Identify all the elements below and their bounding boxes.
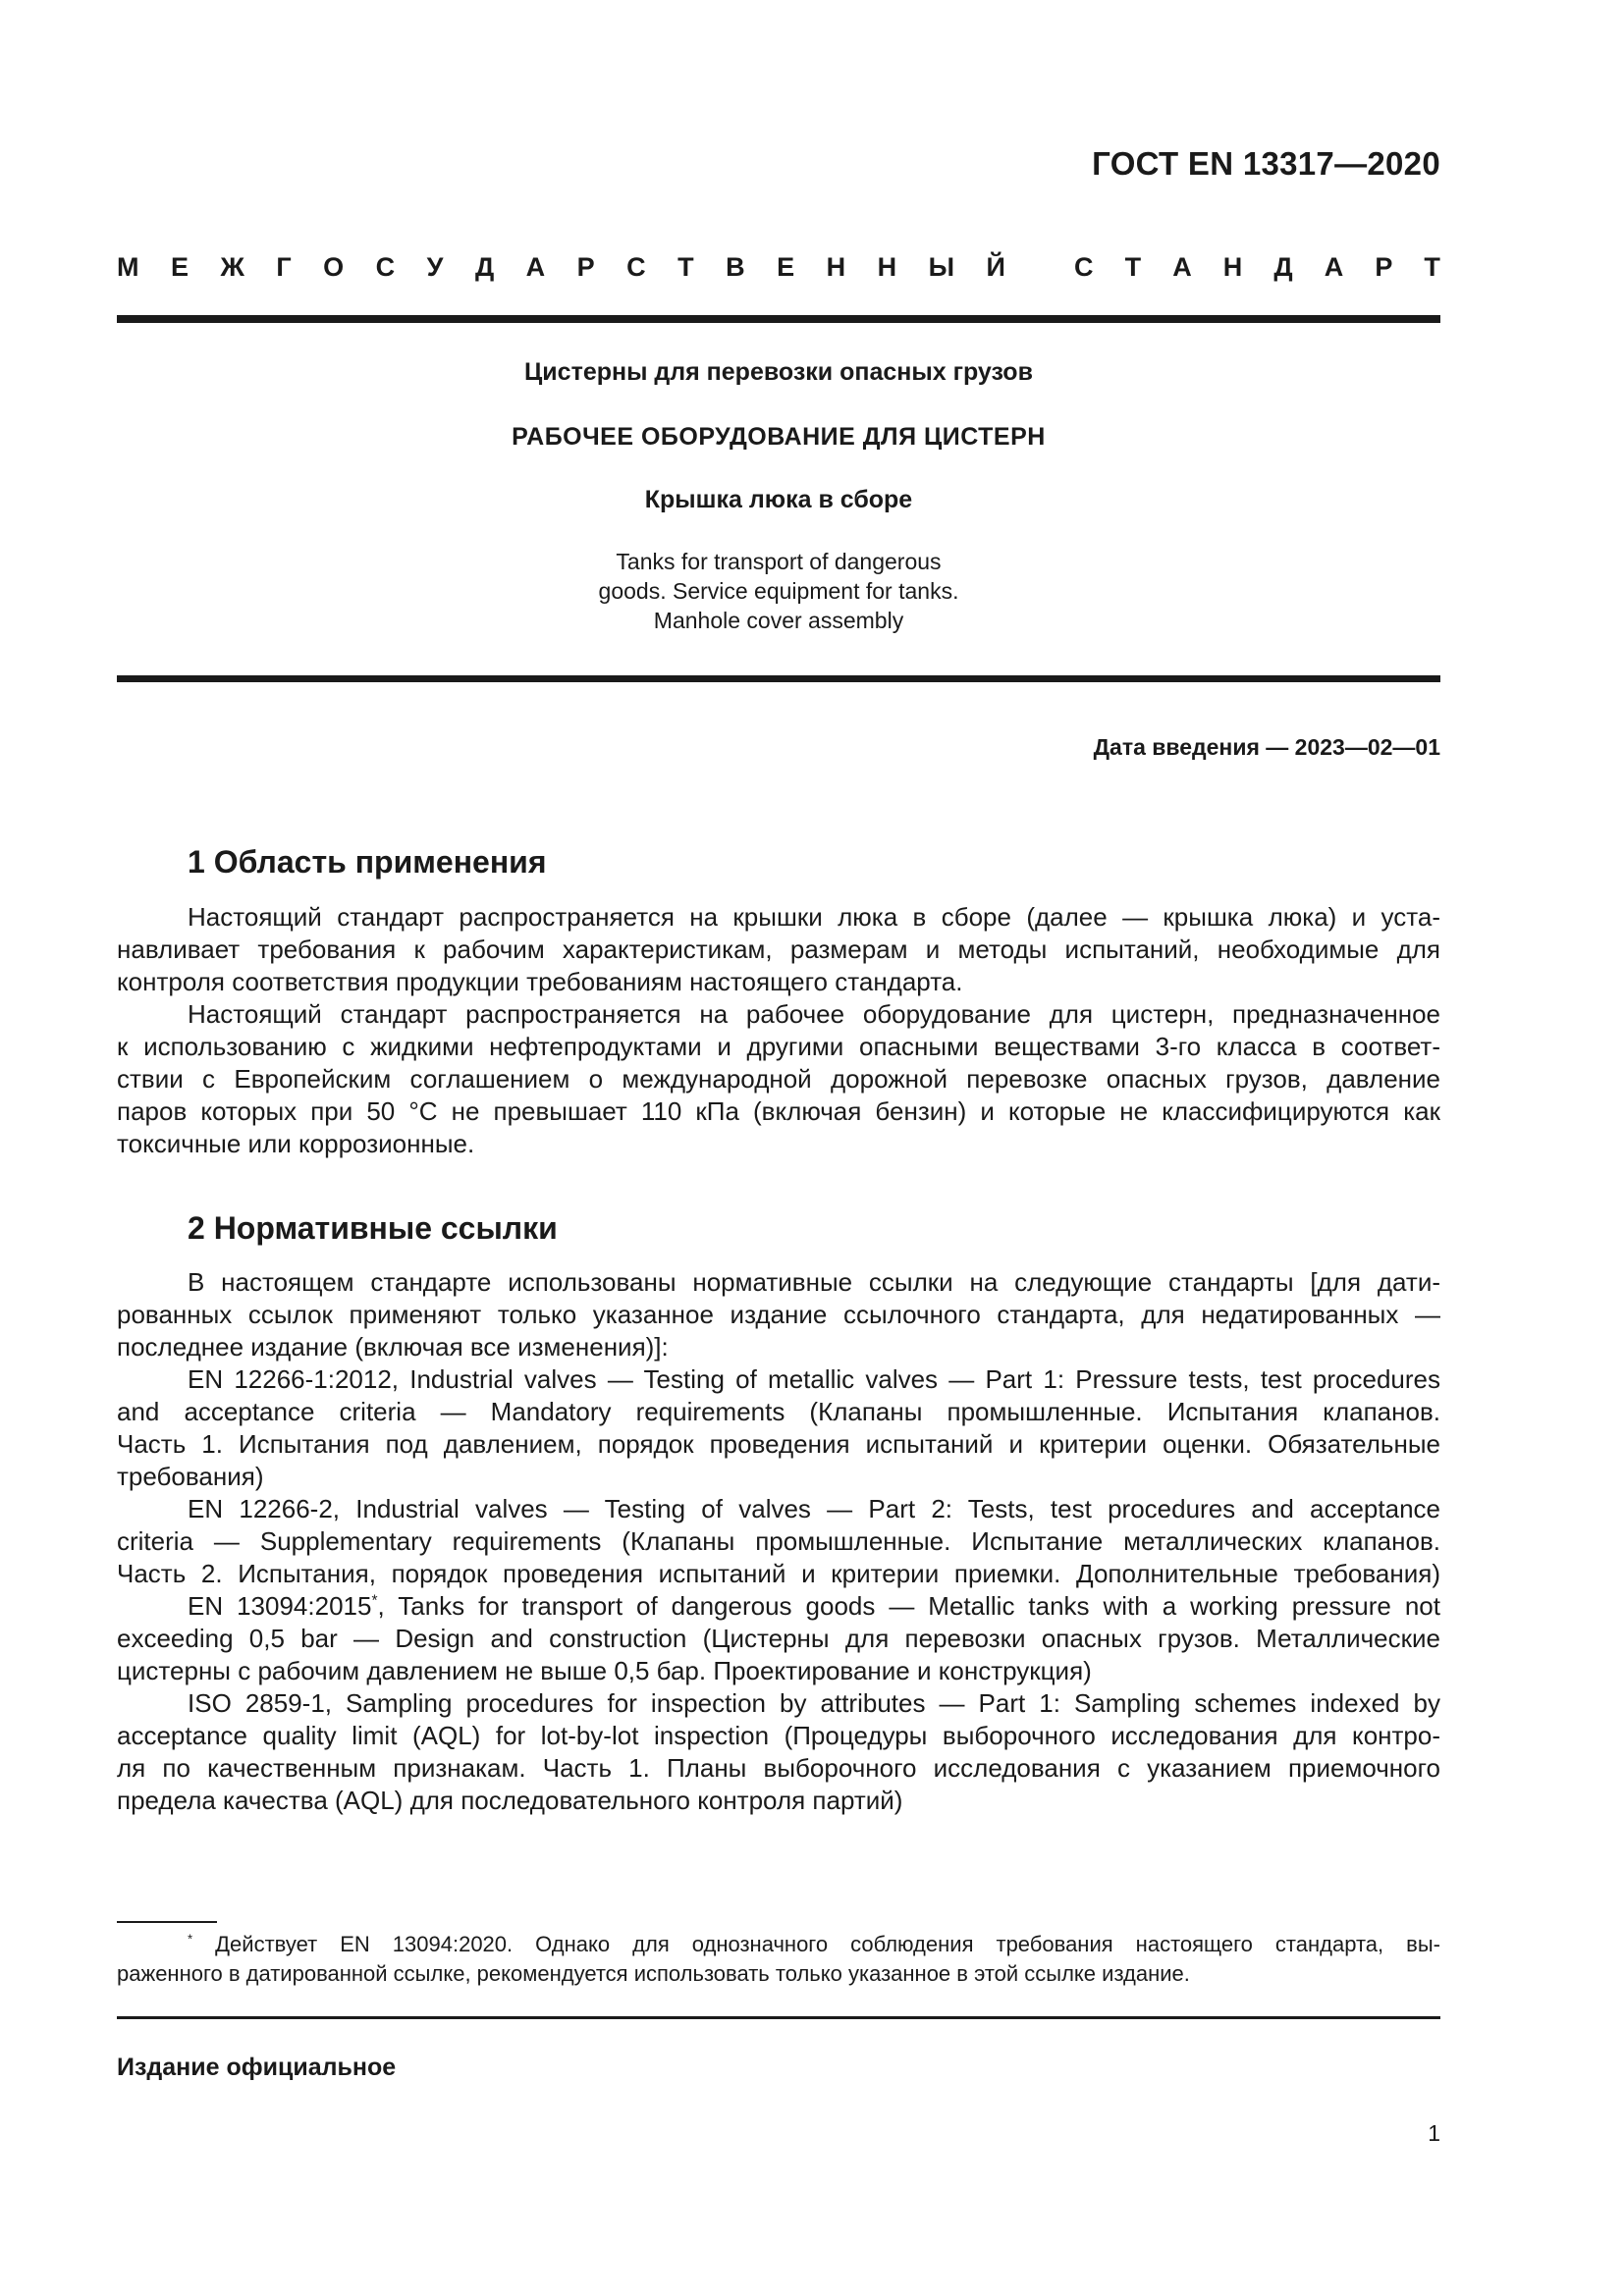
- top-thick-rule: [117, 315, 1440, 323]
- section-1-text-line: к использованию с жидкими нефтепродуктами и другими опасными веществами 3-го класса в соответ-: [117, 1032, 1440, 1061]
- ref-code: EN 13094:2015: [188, 1591, 372, 1621]
- section-1-text-line: Настоящий стандарт распространяется на рабочее оборудование для цистерн, предназначенное: [188, 999, 1440, 1029]
- section-2-text-line: Часть 2. Испытания, порядок проведения испытаний и критерии приемки. Дополнительные требования): [117, 1559, 1440, 1588]
- section-2-text-line: предела качества (AQL) для последовательного контроля партий): [117, 1786, 903, 1815]
- banner-letter: Д: [1273, 252, 1293, 282]
- banner-letter: Т: [1424, 252, 1440, 282]
- footnote-marker: *: [371, 1592, 378, 1610]
- banner-letter: С: [1074, 252, 1094, 282]
- banner-letter: М: [117, 252, 139, 282]
- section-1-heading: 1 Область применения: [188, 844, 547, 880]
- page-number: 1: [1428, 2120, 1440, 2146]
- footnote-marker: *: [188, 1931, 193, 1947]
- banner-letter: С: [375, 252, 396, 282]
- banner-letter: Е: [170, 252, 189, 282]
- title-en-line: goods. Service equipment for tanks.: [598, 578, 959, 604]
- banner-letter: Г: [276, 252, 292, 282]
- official-edition-label: Издание официальное: [117, 2054, 397, 2081]
- banner-letter: Р: [576, 252, 595, 282]
- introduction-date: Дата введения — 2023—02—01: [1093, 734, 1440, 760]
- banner-letter: А: [1324, 252, 1344, 282]
- standard-designation: ГОСТ EN 13317—2020: [1092, 145, 1440, 182]
- section-1-text-line: токсичные или коррозионные.: [117, 1129, 475, 1158]
- title-bottom-rule: [117, 675, 1440, 682]
- section-1-text-line: ствии с Европейским соглашением о международной дорожной перевозке опасных грузов, давление: [117, 1064, 1440, 1094]
- footnote-line: раженного в датированной ссылке, рекомендуется использовать только указанное в этой ссылке издание.: [117, 1961, 1190, 1986]
- section-2-text-line: цистерны с рабочим давлением не выше 0,5 бар. Проектирование и конструкция): [117, 1656, 1092, 1685]
- footnote-text: Действует EN 13094:2020. Однако для однозначного соблюдения требования настоящего стандарта, вы-: [192, 1932, 1440, 1956]
- standard-type-banner: [117, 252, 1440, 283]
- title-en-line: Manhole cover assembly: [653, 608, 904, 633]
- banner-letter: О: [323, 252, 345, 282]
- title-en: [117, 547, 1440, 635]
- banner-word-standard: [1074, 252, 1440, 283]
- banner-letter: Р: [1375, 252, 1393, 282]
- section-2-text-line: ля по качественным признакам. Часть 1. Планы выборочного исследования с указанием приемочного: [117, 1753, 1440, 1783]
- ref-title: , Tanks for transport of dangerous goods — Metallic tanks with a working pressure not: [377, 1591, 1440, 1621]
- section-2-text-line: рованных ссылок применяют только указанное издание ссылочного стандарта, для недатированных —: [117, 1300, 1440, 1329]
- section-1-text-line: навливает требования к рабочим характеристикам, размерам и методы испытаний, необходимые для: [117, 934, 1440, 964]
- footnote-separator: [117, 1921, 217, 1923]
- footnote-line: [117, 1930, 1440, 1958]
- section-2-text-line: требования): [117, 1462, 264, 1491]
- banner-letter: Н: [1222, 252, 1243, 282]
- footer-rule: [117, 2016, 1440, 2019]
- banner-letter: С: [626, 252, 646, 282]
- banner-letter: Й: [986, 252, 1005, 282]
- banner-letter: Ж: [220, 252, 244, 282]
- title-ru-part: Крышка люка в сборе: [644, 486, 913, 513]
- section-2-text-line: ISO 2859-1, Sampling procedures for inspection by attributes — Part 1: Sampling schemes indexed by: [188, 1688, 1440, 1718]
- banner-letter: Т: [677, 252, 694, 282]
- section-1-text-line: Настоящий стандарт распространяется на крышки люка в сборе (далее — крышка люка) и уста-: [188, 902, 1440, 932]
- banner-letter: У: [426, 252, 444, 282]
- banner-letter: Н: [826, 252, 846, 282]
- banner-letter: Ы: [928, 252, 955, 282]
- section-2-text-line: EN 12266-2, Industrial valves — Testing of valves — Part 2: Tests, test procedures and acceptance: [188, 1494, 1440, 1523]
- section-2-text-line: В настоящем стандарте использованы нормативные ссылки на следующие стандарты [для дати-: [188, 1267, 1440, 1297]
- section-2-text-line: Часть 1. Испытания под давлением, порядок проведения испытаний и критерии оценки. Обязательные: [117, 1429, 1440, 1459]
- section-2-text-line: последнее издание (включая все изменения)]:: [117, 1332, 669, 1362]
- section-1-text-line: контроля соответствия продукции требованиям настоящего стандарта.: [117, 967, 963, 996]
- section-2-heading: 2 Нормативные ссылки: [188, 1210, 558, 1246]
- banner-letter: Д: [474, 252, 495, 282]
- banner-word-interstate: [117, 252, 1005, 283]
- banner-letter: Е: [777, 252, 795, 282]
- section-2-text-line: EN 12266-1:2012, Industrial valves — Testing of metallic valves — Part 1: Pressure tests, test procedures: [188, 1364, 1440, 1394]
- section-2-text-line: criteria — Supplementary requirements (Клапаны промышленные. Испытание металлических клапанов.: [117, 1526, 1440, 1556]
- banner-letter: Т: [1124, 252, 1142, 282]
- title-ru-main: РАБОЧЕЕ ОБОРУДОВАНИЕ ДЛЯ ЦИСТЕРН: [512, 423, 1046, 451]
- section-1-text-line: паров которых при 50 °C не превышает 110 кПа (включая бензин) и которые не классифицируются как: [117, 1096, 1440, 1126]
- section-2-text-line: and acceptance criteria — Mandatory requirements (Клапаны промышленные. Испытания клапанов.: [117, 1397, 1440, 1426]
- title-ru-group: Цистерны для перевозки опасных грузов: [524, 358, 1033, 386]
- title-en-line: Tanks for transport of dangerous: [616, 549, 942, 574]
- banner-letter: А: [1172, 252, 1192, 282]
- banner-letter: Н: [877, 252, 897, 282]
- section-2-text-line: acceptance quality limit (AQL) for lot-by-lot inspection (Процедуры выборочного исследования для контро-: [117, 1721, 1440, 1750]
- section-2-ref-en13094-line: [117, 1590, 1440, 1622]
- banner-letter: А: [525, 252, 546, 282]
- banner-letter: В: [726, 252, 745, 282]
- section-2-text-line: exceeding 0,5 bar — Design and construction (Цистерны для перевозки опасных грузов. Металлические: [117, 1624, 1440, 1653]
